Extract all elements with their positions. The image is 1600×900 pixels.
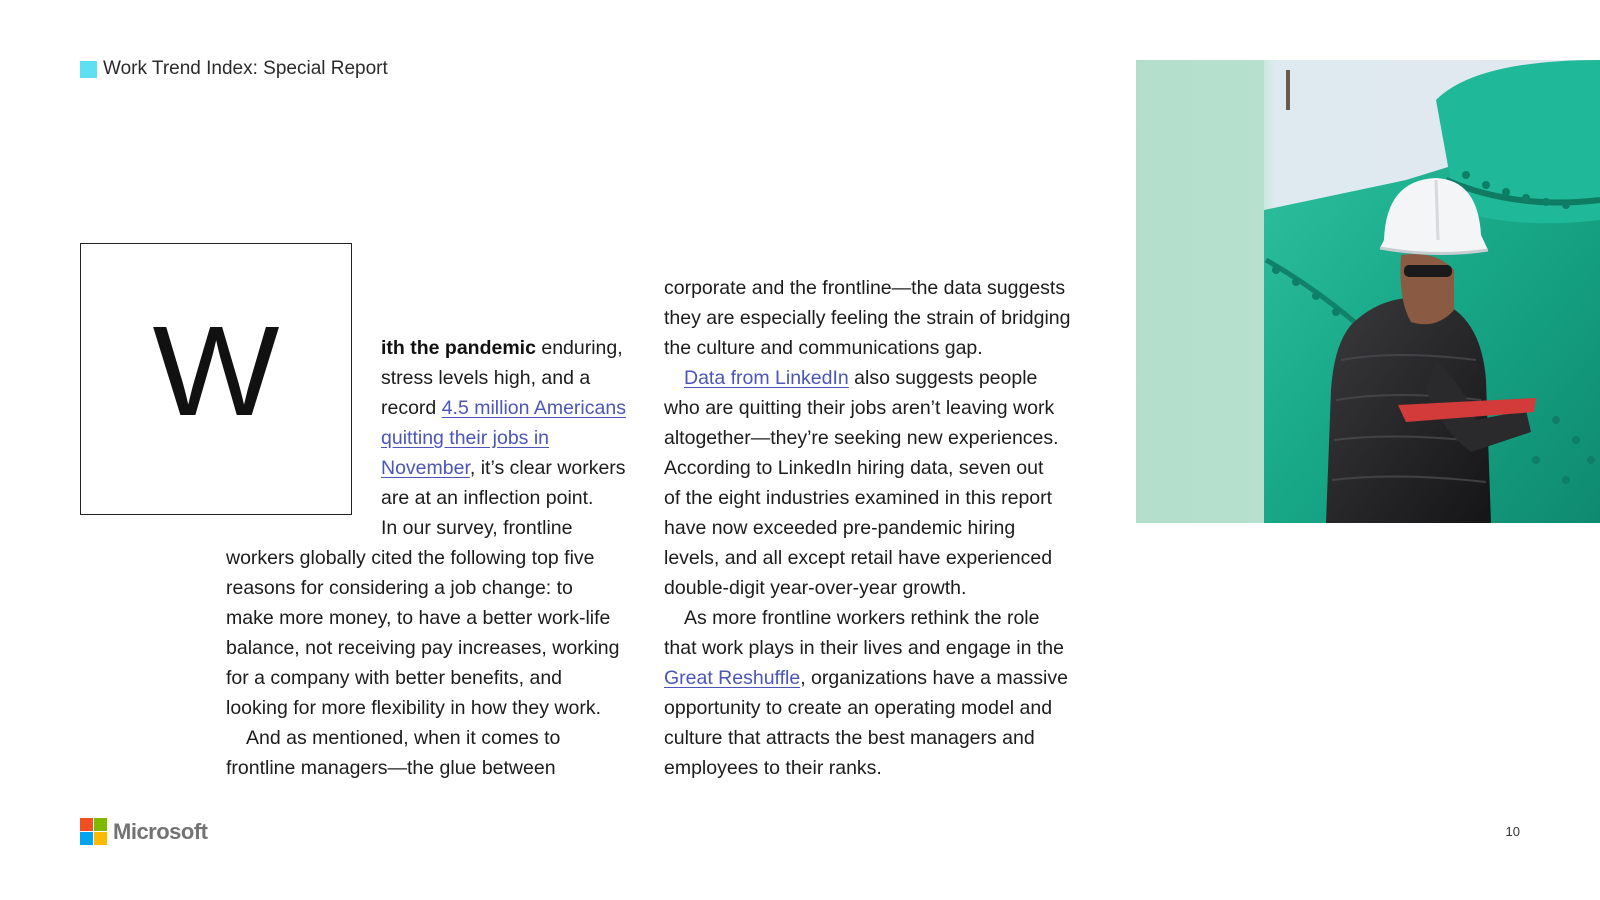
col1-line: frontline managers—the glue between (226, 757, 556, 779)
link-linkedin-data[interactable]: Data from LinkedIn (684, 367, 849, 389)
col2-line: Data from LinkedIn also suggests people (684, 367, 1038, 389)
drop-cap-box (80, 243, 352, 515)
col2-line: corporate and the frontline—the data suggests (664, 277, 1066, 299)
col1-line: ith the pandemic enduring, (381, 337, 623, 359)
col1-line: reasons for considering a job change: to (226, 577, 573, 599)
col1-line: are at an inflection point. (381, 487, 594, 509)
header-accent-square (80, 61, 97, 78)
col1-line: for a company with better benefits, and (226, 667, 563, 689)
col2-line: levels, and all except retail have experienced (664, 547, 1053, 569)
col1-line: November, it’s clear workers (381, 457, 626, 479)
col2-line: Great Reshuffle, organizations have a massive (664, 667, 1068, 689)
col2-line: As more frontline workers rethink the role (684, 607, 1040, 629)
col2-line: that work plays in their lives and engage in the (664, 637, 1064, 659)
col1-line: record 4.5 million Americans (381, 397, 626, 419)
link-quitting-americans[interactable]: 4.5 million Americans (441, 397, 626, 419)
col2-line: have now exceeded pre-pandemic hiring (664, 517, 1016, 539)
frontline-worker-photo (1136, 60, 1600, 523)
lead-in-bold: ith the pandemic (381, 337, 536, 359)
col1-line: make more money, to have a better work-life (226, 607, 611, 629)
col2-line: the culture and communications gap. (664, 337, 983, 359)
page-number: 10 (1505, 824, 1520, 839)
col1-line: stress levels high, and a (381, 367, 591, 389)
col2-line: double-digit year-over-year growth. (664, 577, 967, 599)
col1-line (381, 423, 549, 453)
link-quitting-americans[interactable]: November (381, 457, 470, 479)
col1-line: And as mentioned, when it comes to (246, 727, 561, 749)
col1-line: workers globally cited the following top five (226, 547, 595, 569)
col2-line: of the eight industries examined in this report (664, 487, 1053, 509)
col2-line: opportunity to create an operating model and (664, 697, 1053, 719)
col2-line: altogether—they’re seeking new experiences. (664, 427, 1059, 449)
link-great-reshuffle[interactable]: Great Reshuffle (664, 667, 801, 689)
col2-line: they are especially feeling the strain of bridging (664, 307, 1071, 329)
col2-line: who are quitting their jobs aren’t leaving work (664, 397, 1055, 419)
drop-cap-letter: W (152, 300, 280, 443)
report-header (80, 58, 388, 80)
col1-line: balance, not receiving pay increases, working (226, 637, 620, 659)
report-title: Work Trend Index: Special Report (103, 58, 388, 79)
col2-line: employees to their ranks. (664, 757, 882, 779)
microsoft-logo (80, 818, 208, 845)
col2-line: culture that attracts the best managers and (664, 727, 1035, 749)
col1-line: looking for more flexibility in how they work. (226, 697, 601, 719)
microsoft-logo-icon (80, 818, 107, 845)
link-quitting-americans[interactable]: quitting their jobs in (381, 427, 550, 449)
microsoft-wordmark: Microsoft (113, 818, 208, 844)
col2-line: According to LinkedIn hiring data, seven out (664, 457, 1044, 479)
col1-line: In our survey, frontline (381, 517, 573, 539)
